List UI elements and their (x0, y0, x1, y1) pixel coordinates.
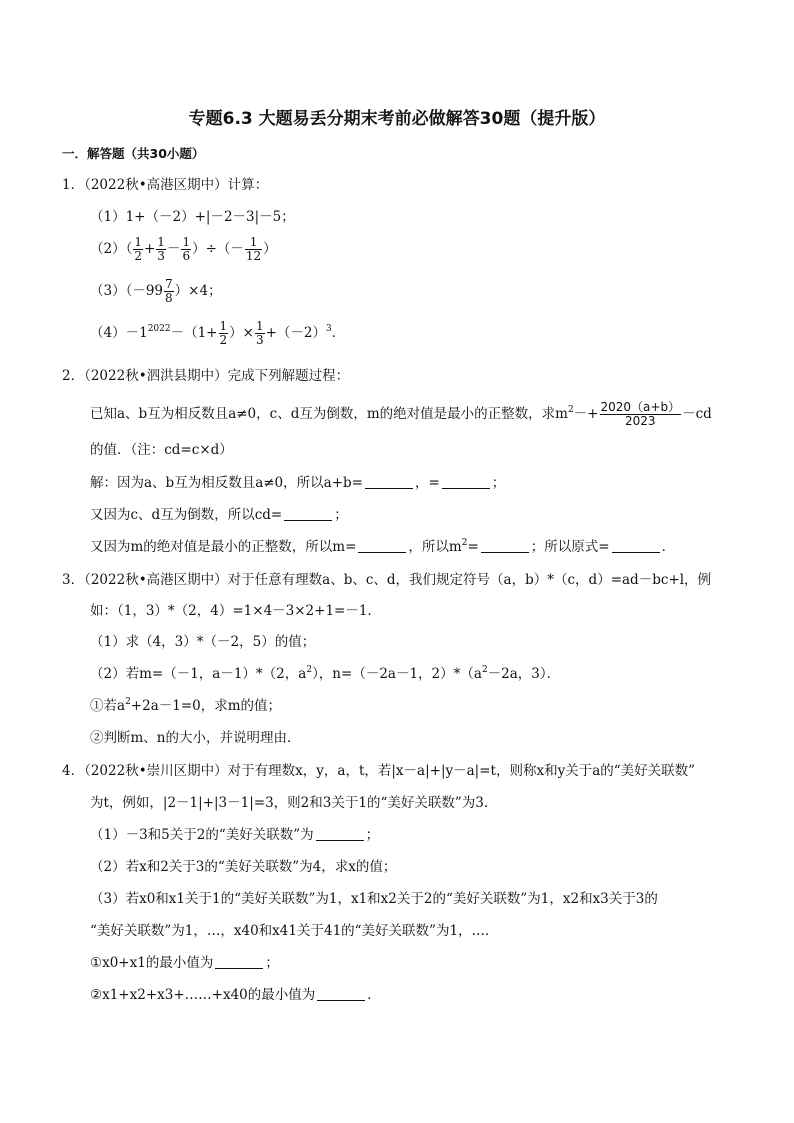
q2-line1-post: －cd (682, 406, 712, 422)
q4-sub2 (90, 985, 381, 1005)
q1-part4-mid2: ）× (229, 325, 254, 341)
fraction-2020-ab-2023: $\frac{2020(a+b)}{2023}$ (600, 400, 681, 428)
q4-part1b: ； (365, 827, 380, 843)
section-heading: 一．解答题（共30小题） (62, 146, 205, 161)
q3-sub1a: ①若a (90, 698, 126, 714)
fraction-1-2: $\frac{1}{2}$ (134, 235, 142, 263)
fraction-1-3b: $\frac{1}{3}$ (255, 319, 264, 347)
q2-line3 (90, 473, 505, 493)
q3-heading: 3．（2022秋•高港区期中）对于任意有理数a、b、c、d，我们规定符号（a，b）*（c，d）=ad－bc+l，例 (62, 572, 712, 588)
exponent-2d: 2 (481, 665, 488, 675)
fraction-1-2b: $\frac{1}{2}$ (219, 319, 228, 347)
q2-line4b: ； (334, 507, 348, 523)
q1-part2-post: ） (263, 241, 277, 257)
fraction-1-6: $\frac{1}{6}$ (182, 235, 191, 263)
q2-line5e: ． (661, 539, 676, 555)
exponent-2022: 2022 (147, 324, 171, 334)
q3-sub2: ②判断m、n的大小，并说明理由． (90, 730, 301, 746)
q1-part4 (90, 320, 345, 347)
q4-sub1b: ； (265, 955, 279, 971)
page-title: 专题6.3 大题易丢分期末考前必做解答30题（提升版） (188, 109, 606, 129)
q2-line1-op: －+ (573, 406, 599, 422)
q1-part1: （1）1+（－2）+|－2－3|－5； (90, 209, 295, 225)
exponent-2c: 2 (306, 665, 313, 675)
q4-part1a: （1）－3和5关于2的“美好关联数”为 (90, 827, 314, 843)
q2-line5b: ，所以m (408, 539, 462, 555)
q3-part1: （1）求（4，3）*（－2，5）的值； (90, 634, 316, 650)
fraction-1-3: $\frac{1}{3}$ (157, 235, 165, 263)
q4-line2: 为t，例如，|2－1|+|3－1|=3，则2和3关于1的“美好关联数”为3． (90, 795, 498, 811)
q2-line4a: 又因为c、d互为倒数，所以cd= (90, 507, 283, 523)
fraction-7-8: $\frac{7}{8}$ (165, 277, 173, 305)
q3-part2b: ），n=（－2a－1，2）*（a (312, 666, 482, 682)
exponent-2e: 2 (125, 697, 131, 707)
answer-blank[interactable] (442, 474, 490, 489)
q3-part2 (90, 664, 560, 684)
q2-line5d: ；所以原式= (530, 539, 610, 555)
answer-blank[interactable] (358, 538, 406, 553)
q1-part3 (90, 278, 222, 305)
answer-blank[interactable] (215, 954, 263, 969)
q4-sub1 (90, 953, 279, 973)
q1-part2: （2）（ $\frac{1}{2}$ + $\frac{1}{3}$ － $\frac{1}{6}$ ）÷（－ $\frac{1}{12}$ ） (90, 235, 277, 263)
q1-heading: 1．（2022秋•高港区期中）计算： (62, 177, 269, 193)
q1-part4-mid3: +（－2） (265, 325, 326, 341)
q3-part2a: （2）若m=（－1，a－1）*（2，a (90, 666, 307, 682)
q4-sub2a: ②x1+x2+x3+……+x40的最小值为 (90, 987, 316, 1003)
q4-part3b: “美好关联数”为1，…，x40和x41关于41的“美好关联数”为1，…． (90, 923, 499, 939)
q1-part3-post: ）×4； (174, 283, 222, 299)
q2-line1-pre: 已知a、b互为相反数且a≠0，c、d互为倒数，m的绝对值是最小的正整数，求m (90, 406, 568, 422)
q1-part2-pre: （2）（ (90, 241, 133, 257)
answer-blank[interactable] (612, 538, 660, 553)
q2-line5 (90, 537, 675, 557)
q2-heading: 2．（2022秋•泗洪县期中）完成下列解题过程： (62, 368, 350, 384)
q3-part2c: －2a，3）． (487, 666, 561, 682)
q1-part4-pre: （4）－1 (90, 325, 148, 341)
q4-sub2b: ． (367, 987, 381, 1003)
q2-line1 (90, 401, 712, 428)
q4-sub1a: ①x0+x1的最小值为 (90, 955, 214, 971)
q2-line3a: 解：因为a、b互为相反数且a≠0，所以a+b= (90, 475, 363, 491)
q2-line5a: 又因为m的绝对值是最小的正整数，所以m= (90, 539, 357, 555)
q4-part3: （3）若x0和x1关于1的“美好关联数”为1，x1和x2关于2的“美好关联数”为1，x2和x3关于3的 (90, 891, 658, 907)
answer-blank[interactable] (365, 474, 413, 489)
exponent-2: 2 (567, 405, 574, 415)
exponent-3: 3 (326, 324, 332, 334)
q2-line3c: ； (491, 475, 506, 491)
answer-blank[interactable] (481, 538, 529, 553)
answer-blank[interactable] (284, 506, 332, 521)
q1-part2-mid: ）÷（－ (192, 241, 244, 257)
q3-sub1 (90, 696, 281, 716)
exponent-2b: 2 (461, 538, 468, 548)
q4-part1 (90, 825, 379, 845)
answer-blank[interactable] (317, 986, 365, 1001)
fraction-1-12: $\frac{1}{12}$ (245, 235, 262, 263)
q2-line5c: = (467, 539, 479, 555)
q2-line3b: ，= (414, 475, 440, 491)
q2-line2: 的值．（注：cd=c×d） (90, 442, 233, 458)
q1-part3-pre: （3）（－99 (90, 283, 164, 299)
q4-part2: （2）若x和2关于3的“美好关联数”为4，求x的值； (90, 859, 397, 875)
q3-sub1b: +2a－1=0，求m的值； (130, 698, 282, 714)
q2-line4 (90, 505, 348, 525)
q3-line2: 如：（1，3）*（2，4）=1×4－3×2+1=－1． (90, 603, 381, 619)
q1-part4-post: ． (331, 325, 346, 341)
q1-part4-mid1: －（1+ (170, 325, 218, 341)
answer-blank[interactable] (316, 826, 364, 841)
q4-heading: 4．（2022秋•崇川区期中）对于有理数x，y，a，t，若|x－a|+|y－a|=t，则称x和y关于a的“美好关联数” (62, 763, 696, 779)
